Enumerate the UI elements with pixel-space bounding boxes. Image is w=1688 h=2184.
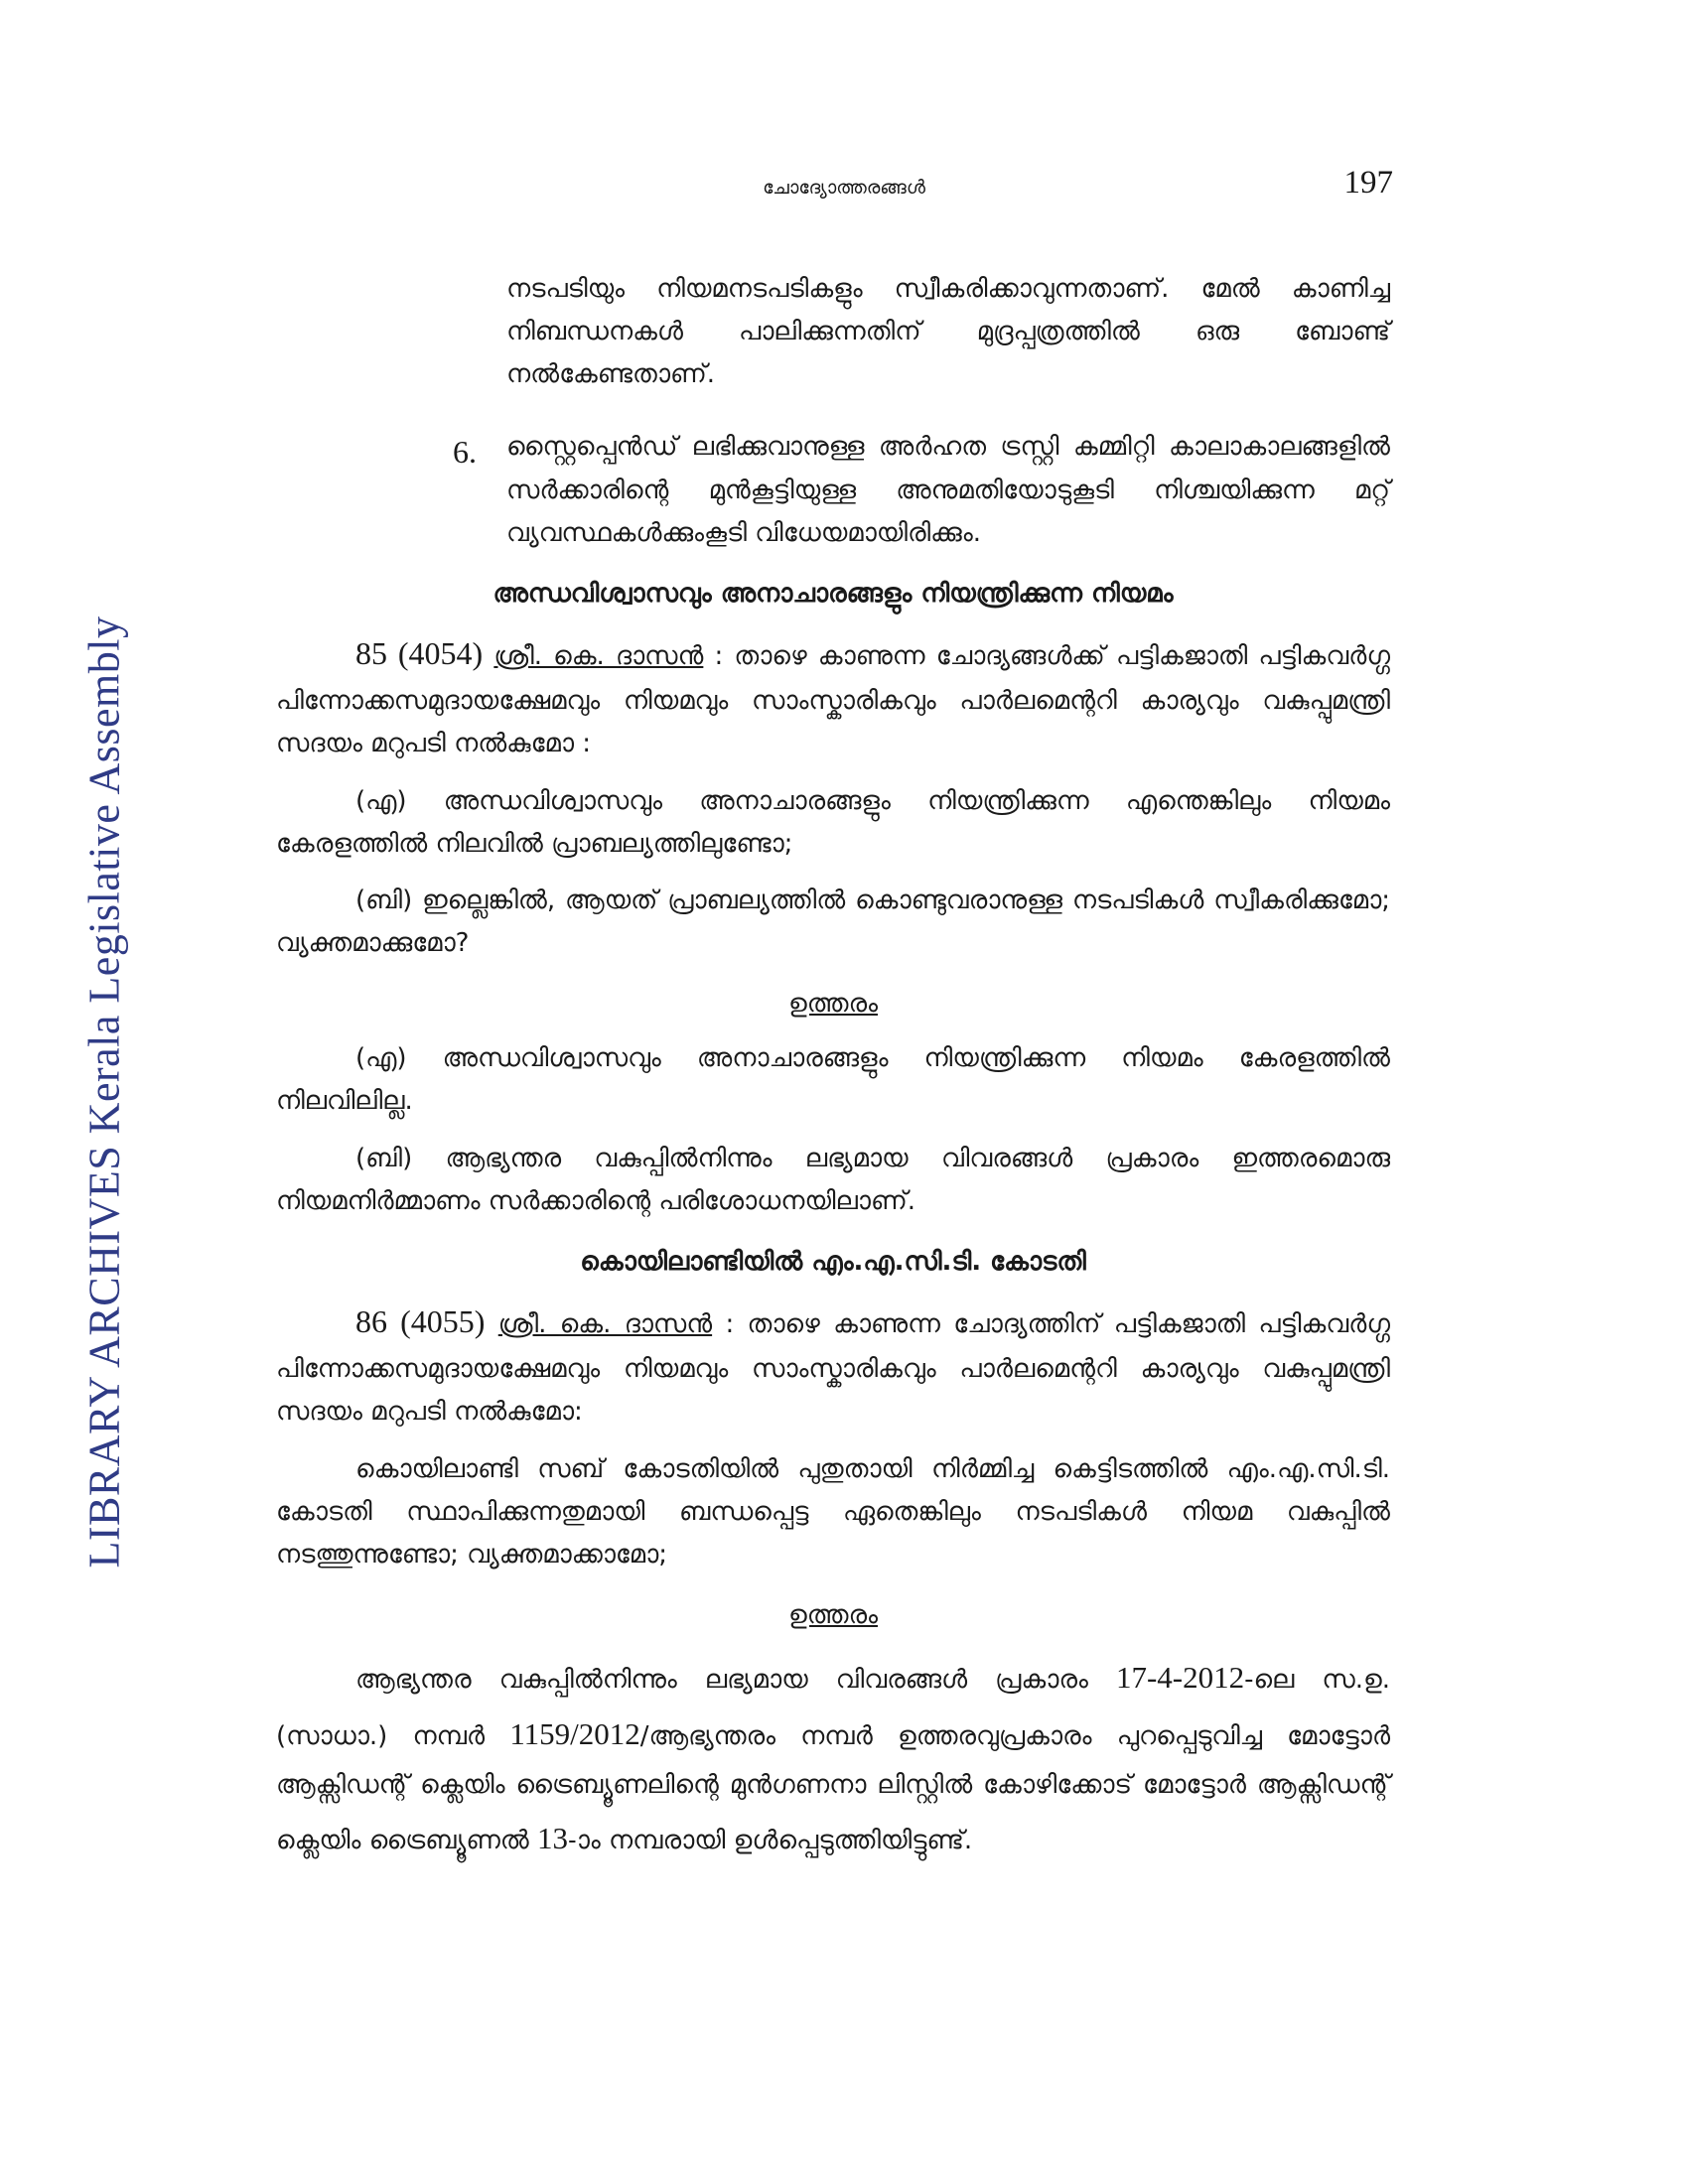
question-85-heading: അന്ധവിശ്വാസവും അനാചാരങ്ങളും നിയന്ത്രിക്കുന്ന നിയമം (492, 578, 1174, 609)
answer-text-1: ആഭ്യന്തര വകുപ്പിൽനിന്നും ലഭ്യമായ വിവരങ്ങൾ പ്രകാരം (355, 1665, 1088, 1696)
question-number: 86 (4055) (355, 1303, 486, 1340)
answer-85-part-a: (എ) അന്ധവിശ്വാസവും അനാചാരങ്ങളും നിയന്ത്രിക്കുന്ന നിയമം കേരളത്തിൽ നിലവിലില്ല. (276, 1043, 1390, 1117)
question-85-part-a: (എ) അന്ധവിശ്വാസവും അനാചാരങ്ങളും നിയന്ത്രിക്കുന്ന എന്തെങ്കിലും നിയമം കേരളത്തിൽ നിലവിൽ പ്രാബല്യത്തിലുണ്ടോ; (276, 785, 1390, 859)
list-item-6 (276, 426, 1390, 554)
question-85 (276, 573, 1390, 1223)
answer-85-heading: ഉത്തരം (788, 989, 878, 1020)
answer-text-4: -ാം നമ്പരായി ഉൾപ്പെടുത്തിയിട്ടുണ്ട്. (568, 1826, 973, 1856)
answer-85-part-b: (ബി) ആഭ്യന്തര വകുപ്പിൽനിന്നും ലഭ്യമായ വിവരങ്ങൾ പ്രകാരം ഇത്തരമൊരു നിയമനിർമ്മാണം സർക്കാരിന്റെ പരിശോധനയിലാണ്. (276, 1143, 1390, 1216)
item-text: സ്റ്റൈപ്പെൻഡ് ലഭിക്കുവാനുള്ള അർഹത ട്രസ്റ്റി കമ്മിറ്റി കാലാകാലങ്ങളിൽ സർക്കാരിന്റെ മുൻകൂട്ടിയുള്ള അനുമതിയോടുകൂടി നിശ്ചയിക്കുന്ന മറ്റ് വ്യവസ്ഥകൾക്കുംകൂടി വിധേയമായിരിക്കും. (506, 432, 1390, 548)
item-number: 6. (453, 434, 477, 471)
rank-number: 13 (537, 1821, 569, 1856)
answer-text-2: -ലെ സ.ഉ. (സാധാ.) നമ്പർ (276, 1665, 1390, 1752)
question-86-intro (276, 1296, 1390, 1433)
page-number: 197 (1343, 165, 1393, 201)
answer-86-heading: ഉത്തരം (788, 1599, 878, 1630)
question-85-part-b: (ബി) ഇല്ലെങ്കിൽ, ആയത് പ്രാബല്യത്തിൽ കൊണ്ടുവരാനുള്ള നടപടികൾ സ്വീകരിക്കുമോ; വ്യക്തമാക്കുമോ? (276, 885, 1390, 958)
running-head: ചോദ്യോത്തരങ്ങൾ (763, 177, 925, 199)
question-86-body: കൊയിലാണ്ടി സബ് കോടതിയിൽ പുതുതായി നിർമ്മിച്ച കെട്ടിടത്തിൽ എം.എ.സി.ടി. കോടതി സ്ഥാപിക്കുന്നതുമായി ബന്ധപ്പെട്ട ഏതെങ്കിലും നടപടികൾ നിയമ വകുപ്പിൽ നടത്തുന്നുണ്ടോ; വ്യക്തമാക്കാമോ; (276, 1453, 1390, 1570)
archive-watermark: LIBRARY ARCHIVES Kerala Legislative Assembly (79, 615, 129, 1569)
member-name: ശ്രീ. കെ. ദാസൻ (493, 641, 704, 672)
question-intro-text: : താഴെ കാണുന്ന ചോദ്യത്തിന് പട്ടികജാതി പട്ടികവർഗ്ഗ പിന്നോക്കസമുദായക്ഷേമവും നിയമവും സാംസ്കാരികവും പാർലമെന്ററി കാര്യവും വകുപ്പുമന്ത്രി സദയം മറുപടി നൽകുമോ: (276, 1309, 1391, 1428)
question-intro-text: : താഴെ കാണുന്ന ചോദ്യങ്ങൾക്ക് പട്ടികജാതി പട്ടികവർഗ്ഗ പിന്നോക്കസമുദായക്ഷേമവും നിയമവും സാംസ്കാരികവും പാർലമെന്ററി കാര്യവും വകുപ്പുമന്ത്രി സദയം മറുപടി നൽകുമോ : (276, 641, 1391, 759)
answer-text-3: /ആഭ്യന്തരം നമ്പർ ഉത്തരവുപ്രകാരം പുറപ്പെടുവിച്ച മോട്ടോർ ആക്സിഡന്റ് ക്ലെയിം ട്രൈബ്യൂണലിന്റെ മുൻഗണനാ ലിസ്റ്റിൽ കോഴിക്കോട് മോട്ടോർ ആക്സിഡന്റ് ക്ലെയിം ട്രൈബ്യൂണൽ (276, 1721, 1391, 1856)
question-86 (276, 1241, 1390, 1866)
question-85-intro (276, 627, 1390, 765)
order-date: 17-4-2012 (1115, 1660, 1245, 1696)
page-body (276, 268, 1390, 1880)
question-number: 85 (4054) (355, 635, 484, 672)
order-number: 1159/2012 (509, 1716, 640, 1752)
answer-86-wrap (276, 1649, 1390, 1866)
continuation-paragraph: നടപടിയും നിയമനടപടികളും സ്വീകരിക്കാവുന്നതാണ്. മേൽ കാണിച്ച നിബന്ധനകൾ പാലിക്കുന്നതിന് മുദ്രപ്പത്രത്തിൽ ഒരു ബോണ്ട് നൽകേണ്ടതാണ്. (506, 274, 1390, 390)
question-86-heading: കൊയിലാണ്ടിയിൽ എം.എ.സി.ടി. കോടതി (580, 1246, 1086, 1277)
answer-86-text (276, 1649, 1390, 1866)
member-name: ശ്രീ. കെ. ദാസൻ (497, 1309, 713, 1340)
